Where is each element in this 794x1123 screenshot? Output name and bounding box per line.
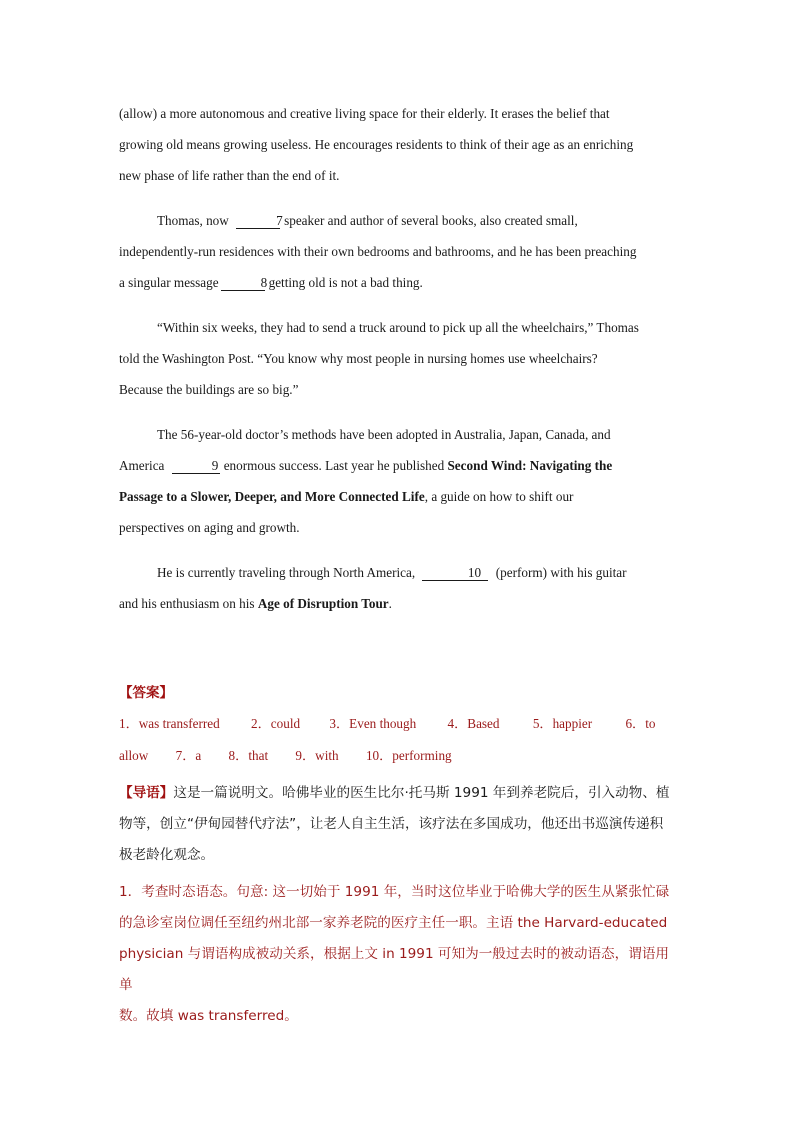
passage-paragraph-2 [119,205,675,298]
answer-item: 2．could [251,716,301,731]
book-title-part2: Passage to a Slower, Deeper, and More Connected Life [119,489,425,504]
text-segment: getting old is not a bad thing. [268,275,423,290]
text-line: Because the buildings are so big.” [119,382,299,397]
passage-paragraph-5 [119,557,675,619]
text-line: 物等，创立“伊甸园替代疗法”，让老人自主生活，该疗法在多国成功，他还出书巡演传递积 [119,816,664,832]
text-segment: He is currently traveling through North America, [157,565,416,580]
answer-item: 6．to [625,716,656,731]
guide-tag: 【导语】 [119,785,174,801]
text-segment: , a guide on how to shift our [424,489,574,504]
passage-paragraph-4 [119,419,675,543]
text-line: 的急诊室岗位调任至纽约州北部一家养老院的医疗主任一职。主语 the Harvard-educated [119,915,668,931]
text-line: 极老龄化观念。 [119,847,215,863]
text-line: physician 与谓语构成被动关系，根据上文 in 1991 可知为一般过去时的被动语态，谓语用单 [119,946,670,993]
answer-item: 10．performing [365,748,452,763]
explanation-1 [119,877,675,1032]
answer-item: 3．Even though [329,716,417,731]
text-line: 1．考查时态语态。句意: 这一切始于 1991 年，当时这位毕业于哈佛大学的医生从紧张忙碌 [119,884,670,900]
answer-item: 1．was transferred [119,716,220,731]
guide-paragraph [119,778,675,871]
answers-line-1 [119,708,675,740]
tour-name: Age of Disruption Tour [257,596,389,611]
blank-9: 9 [172,458,220,474]
answer-item: 8．that [228,748,269,763]
blank-8: 8 [221,275,265,291]
answer-item: 9．with [295,748,339,763]
passage-paragraph-3 [119,312,675,405]
text-line: 数。故填 was transferred。 [119,1008,298,1024]
text-segment: (perform) with his guitar [495,565,627,580]
text-line: independently-run residences with their own bedrooms and bathrooms, and he has been preaching [119,244,637,259]
text-line: new phase of life rather than the end of it. [119,168,340,183]
book-title-part1: Second Wind: Navigating the [447,458,613,473]
answer-item: 5．happier [532,716,593,731]
text-segment: a singular message [119,275,219,290]
document-page [119,98,675,1032]
answers-heading: 【答案】 [119,685,173,700]
text-line: “Within six weeks, they had to send a truck around to pick up all the wheelchairs,” Thomas [157,320,639,335]
text-segment: America [119,458,165,473]
answer-item: allow [119,748,149,763]
text-line: The 56-year-old doctor’s methods have been adopted in Australia, Japan, Canada, and [157,427,611,442]
text-segment: 这是一篇说明文。哈佛毕业的医生比尔·托马斯 1991 年到养老院后，引入动物、植 [173,785,670,801]
passage-paragraph-1 [119,98,675,191]
text-segment: and his enthusiasm on his [119,596,255,611]
text-line: (allow) a more autonomous and creative living space for their elderly. It erases the belief that [119,106,610,121]
text-line: growing old means growing useless. He encourages residents to think of their age as an enriching [119,137,634,152]
text-segment: . [388,596,392,611]
answer-item: 4．Based [447,716,500,731]
blank-10: 10 [422,565,488,581]
text-segment: Thomas, now [157,213,229,228]
answer-item: 7．a [175,748,202,763]
text-segment: enormous success. Last year he published [223,458,445,473]
text-line: told the Washington Post. “You know why most people in nursing homes use wheelchairs? [119,351,598,366]
text-line: perspectives on aging and growth. [119,520,300,535]
blank-7: 7 [236,213,280,229]
text-segment: speaker and author of several books, also created small, [284,213,578,228]
answers-line-2 [119,740,675,772]
